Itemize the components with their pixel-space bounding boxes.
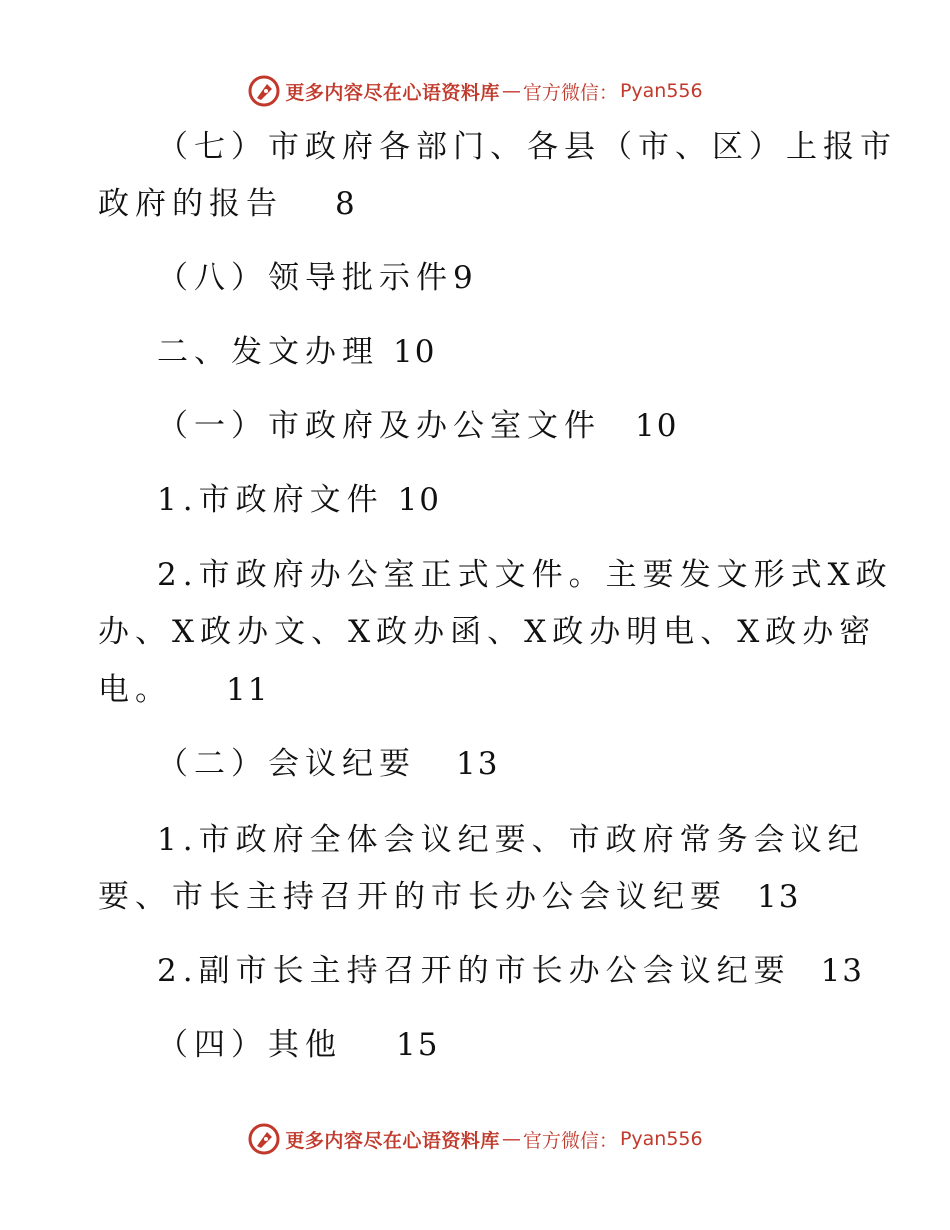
toc-line [157,406,678,446]
toc-line [157,744,499,784]
toc-page-number: 10 [393,334,437,370]
watermark-wechat-label: 官方微信： [522,81,618,104]
toc-entry-text: （四）其他 [157,1027,342,1063]
toc-entry-text: 2.副市长主持召开的市长办公会议纪要 [157,953,791,989]
toc-line [157,951,864,991]
toc-line [98,612,876,652]
pen-nib-seal-icon [247,74,281,108]
watermark-wechat-label: 官方微信： [522,1129,618,1152]
watermark-wechat-id: Pyan556 [619,1128,703,1150]
toc-page-number: 13 [820,953,865,989]
toc-entry-text: 政府的报告 [98,186,283,222]
toc-entry-text: 电。 [98,672,172,708]
toc-line [98,184,357,224]
toc-page-number: 11 [226,672,270,708]
toc-line [157,555,893,595]
toc-page-number: 8 [335,186,357,222]
watermark-banner-bottom [0,1119,950,1159]
toc-entry-text: （一）市政府及办公室文件 [157,408,601,444]
watermark-brand-text: 更多内容尽在心语资料库 [285,81,500,104]
toc-page-number: 10 [635,408,679,444]
toc-line [157,258,475,298]
toc-line [157,820,865,860]
watermark-wechat-id: Pyan556 [619,80,703,102]
watermark-separator: — [501,1128,521,1150]
toc-entry-text: 1.市政府全体会议纪要、市政府常务会议纪 [157,822,865,858]
watermark-banner-top [0,71,950,111]
toc-entry-text: 办、X政办文、X政办函、X政办明电、X政办密 [98,614,877,650]
toc-entry-text: 1.市政府文件 [157,482,384,518]
toc-page-number: 10 [397,482,442,518]
toc-page-number: 13 [456,746,500,782]
pen-nib-seal-icon [247,1122,281,1156]
toc-entry-text: （八）领导批示件 [157,260,453,296]
toc-line [157,480,441,520]
toc-entry-text: （七）市政府各部门、各县（市、区）上报市 [157,129,897,165]
toc-line [98,670,269,710]
watermark-brand-text: 更多内容尽在心语资料库 [285,1129,500,1152]
toc-page-number: 15 [396,1027,440,1063]
toc-line [157,332,436,372]
toc-line [157,127,897,167]
toc-entry-text: 2.市政府办公室正式文件。主要发文形式X政 [157,557,893,593]
toc-entry-text: （二）会议纪要 [157,746,416,782]
toc-page-number: 9 [453,260,475,296]
toc-line [157,1025,439,1065]
toc-line [98,877,800,917]
watermark-separator: — [501,80,521,102]
toc-entry-text: 要、市长主持召开的市长办公会议纪要 [98,879,727,915]
toc-entry-text: 二、发文办理 [157,334,379,370]
toc-page-number: 13 [757,879,801,915]
